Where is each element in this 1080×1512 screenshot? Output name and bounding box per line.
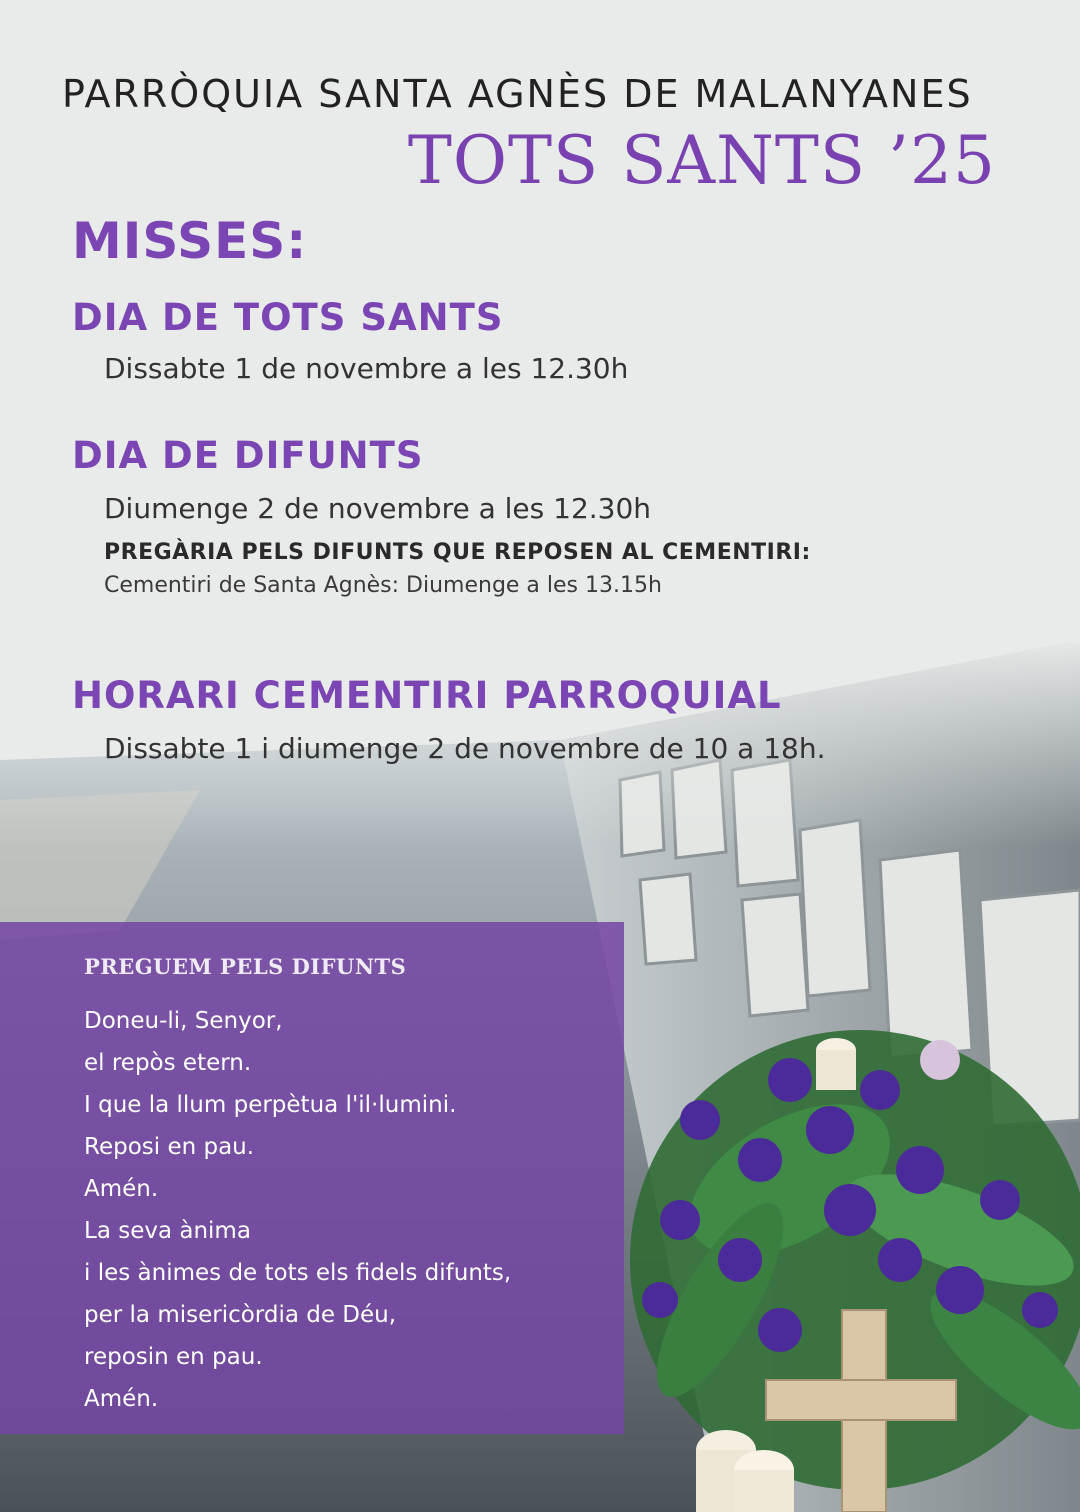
prayer-line: el repòs etern.	[84, 1050, 252, 1076]
all-saints-day-heading: DIA DE TOTS SANTS	[72, 296, 504, 339]
event-title: TOTS SANTS ’25	[407, 122, 996, 199]
prayer-lines	[84, 1004, 511, 1424]
prayer-line: Doneu-li, Senyor,	[84, 1008, 283, 1034]
prayer-line: Amén.	[84, 1176, 159, 1202]
prayer-line: i les ànimes de tots els fidels difunts,	[84, 1260, 512, 1286]
prayer-line: Amén.	[84, 1386, 159, 1412]
cemetery-hours-heading: HORARI CEMENTIRI PARROQUIAL	[72, 674, 782, 717]
cemetery-prayer-time: Cementiri de Santa Agnès: Diumenge a les 13.15h	[104, 573, 662, 598]
cemetery-hours-text: Dissabte 1 i diumenge 2 de novembre de 10 a 18h.	[104, 732, 826, 765]
all-saints-day-time: Dissabte 1 de novembre a les 12.30h	[104, 352, 629, 385]
prayer-line: Reposi en pau.	[84, 1134, 255, 1160]
prayer-line: I que la llum perpètua l'il·lumini.	[84, 1092, 457, 1118]
masses-heading: MISSES:	[72, 212, 308, 270]
cemetery-prayer-heading: PREGÀRIA PELS DIFUNTS QUE REPOSEN AL CEMENTIRI:	[104, 540, 811, 565]
prayer-line: per la misericòrdia de Déu,	[84, 1302, 397, 1328]
prayer-title: PREGUEM PELS DIFUNTS	[84, 954, 407, 979]
all-souls-day-time: Diumenge 2 de novembre a les 12.30h	[104, 492, 652, 525]
prayer-box	[0, 922, 624, 1434]
all-souls-day-heading: DIA DE DIFUNTS	[72, 434, 424, 477]
parish-name: PARRÒQUIA SANTA AGNÈS DE MALANYANES	[62, 72, 973, 116]
prayer-line: La seva ànima	[84, 1218, 251, 1244]
prayer-line: reposin en pau.	[84, 1344, 263, 1370]
